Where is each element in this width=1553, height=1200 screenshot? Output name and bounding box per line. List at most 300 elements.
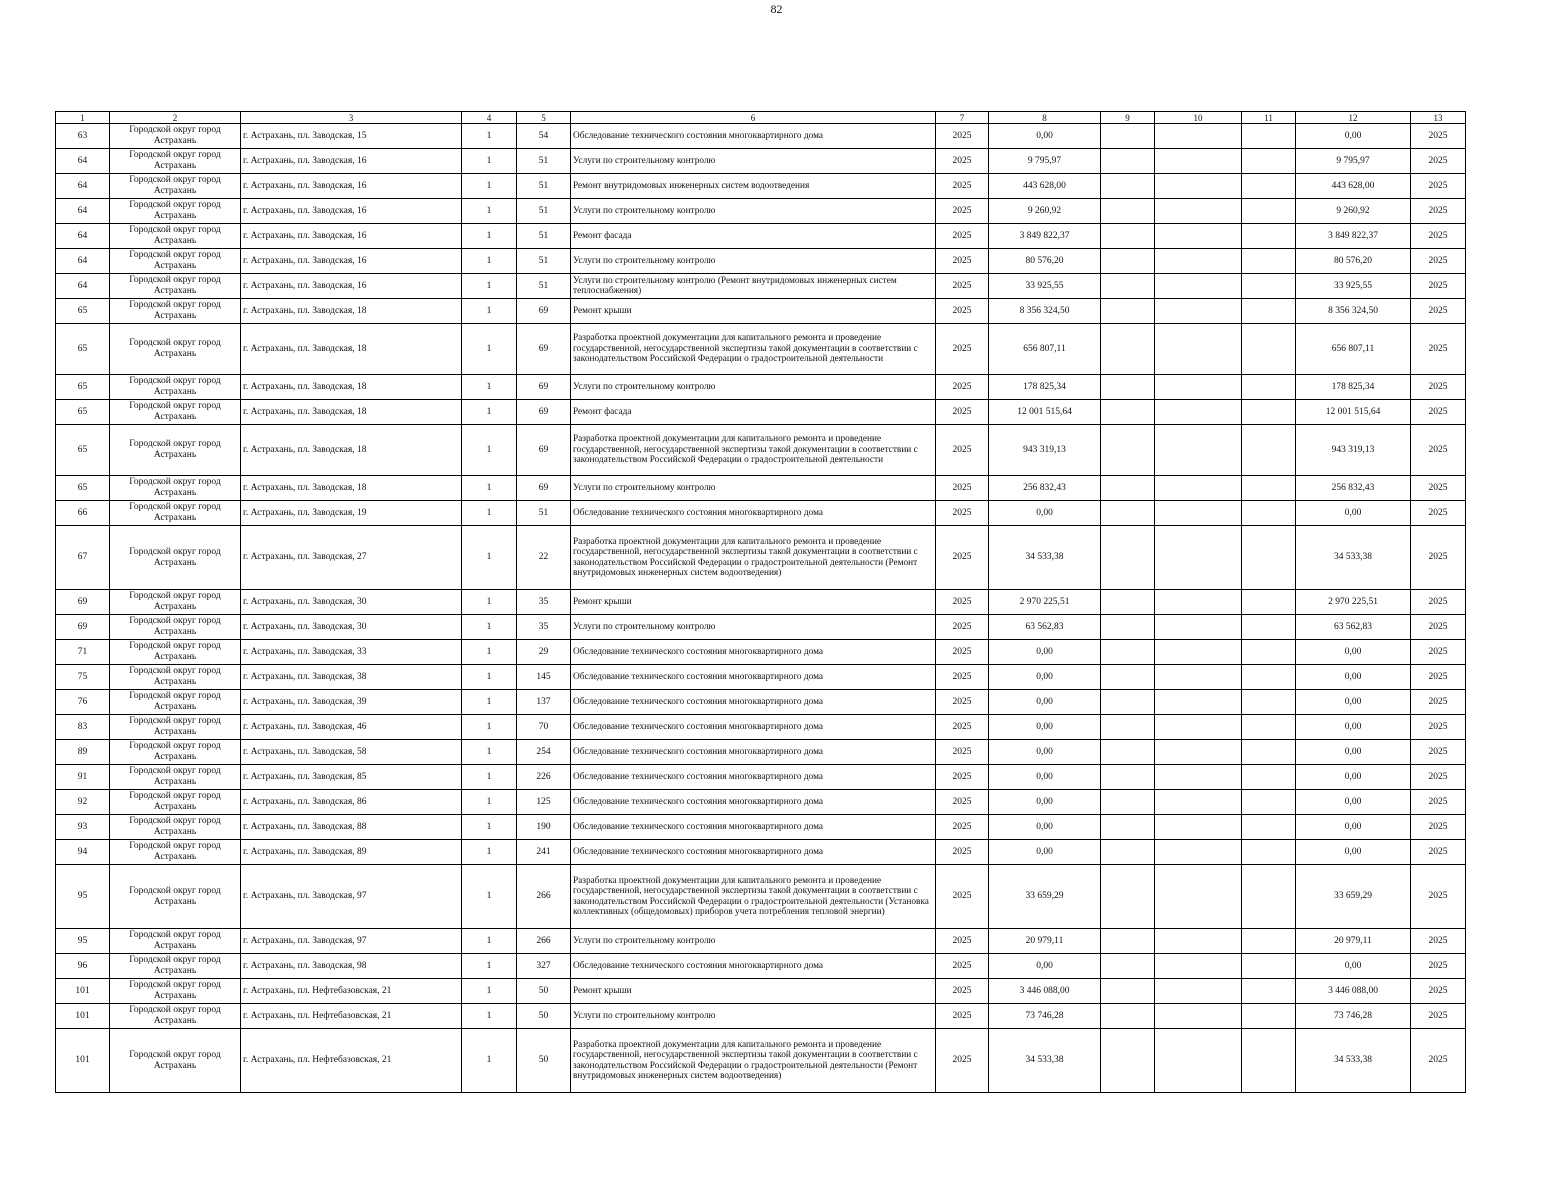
column-9-value xyxy=(1101,249,1155,274)
column-8-cost: 34 533,38 xyxy=(989,1029,1101,1093)
municipality: Городской округ город Астрахань xyxy=(110,840,241,865)
column-7-year: 2025 xyxy=(936,979,989,1004)
column-7-year: 2025 xyxy=(936,840,989,865)
municipality: Городской округ город Астрахань xyxy=(110,979,241,1004)
municipality: Городской округ город Астрахань xyxy=(110,476,241,501)
column-12-cost: 0,00 xyxy=(1296,690,1411,715)
column-12-cost: 63 562,83 xyxy=(1296,615,1411,640)
column-number: 1 xyxy=(56,112,110,124)
municipality: Городской округ город Астрахань xyxy=(110,690,241,715)
column-13-year: 2025 xyxy=(1411,299,1466,324)
column-number: 13 xyxy=(1411,112,1466,124)
column-12-cost: 80 576,20 xyxy=(1296,249,1411,274)
column-11-value xyxy=(1242,501,1296,526)
table-row xyxy=(56,979,1466,1004)
table-row xyxy=(56,929,1466,954)
row-number: 64 xyxy=(56,199,110,224)
column-10-value xyxy=(1155,929,1242,954)
work-type: Обследование технического состояния многоквартирного дома xyxy=(571,840,936,865)
address: г. Астрахань, пл. Заводская, 18 xyxy=(241,425,462,476)
column-13-year: 2025 xyxy=(1411,640,1466,665)
column-8-cost: 0,00 xyxy=(989,640,1101,665)
column-4-value: 1 xyxy=(462,149,517,174)
municipality: Городской округ город Астрахань xyxy=(110,249,241,274)
column-4-value: 1 xyxy=(462,665,517,690)
municipality: Городской округ город Астрахань xyxy=(110,400,241,425)
column-13-year: 2025 xyxy=(1411,425,1466,476)
column-4-value: 1 xyxy=(462,224,517,249)
column-8-cost: 0,00 xyxy=(989,765,1101,790)
column-number-row xyxy=(56,112,1466,124)
column-5-value: 266 xyxy=(517,929,571,954)
column-8-cost: 256 832,43 xyxy=(989,476,1101,501)
column-4-value: 1 xyxy=(462,375,517,400)
table-row xyxy=(56,476,1466,501)
column-8-cost: 0,00 xyxy=(989,840,1101,865)
column-12-cost: 0,00 xyxy=(1296,790,1411,815)
column-9-value xyxy=(1101,815,1155,840)
column-5-value: 51 xyxy=(517,224,571,249)
column-4-value: 1 xyxy=(462,174,517,199)
column-13-year: 2025 xyxy=(1411,815,1466,840)
column-9-value xyxy=(1101,640,1155,665)
table-row xyxy=(56,124,1466,149)
column-11-value xyxy=(1242,274,1296,299)
column-7-year: 2025 xyxy=(936,1029,989,1093)
column-number: 12 xyxy=(1296,112,1411,124)
column-4-value: 1 xyxy=(462,501,517,526)
column-8-cost: 0,00 xyxy=(989,665,1101,690)
address: г. Астрахань, пл. Заводская, 19 xyxy=(241,501,462,526)
column-7-year: 2025 xyxy=(936,324,989,375)
table-row xyxy=(56,375,1466,400)
row-number: 95 xyxy=(56,865,110,929)
column-12-cost: 73 746,28 xyxy=(1296,1004,1411,1029)
column-10-value xyxy=(1155,590,1242,615)
municipality: Городской округ город Астрахань xyxy=(110,865,241,929)
row-number: 65 xyxy=(56,324,110,375)
municipality: Городской округ город Астрахань xyxy=(110,149,241,174)
column-12-cost: 33 925,55 xyxy=(1296,274,1411,299)
column-10-value xyxy=(1155,526,1242,590)
column-7-year: 2025 xyxy=(936,740,989,765)
address: г. Астрахань, пл. Заводская, 88 xyxy=(241,815,462,840)
column-5-value: 241 xyxy=(517,840,571,865)
column-10-value xyxy=(1155,665,1242,690)
table-row xyxy=(56,590,1466,615)
municipality: Городской округ город Астрахань xyxy=(110,1029,241,1093)
column-13-year: 2025 xyxy=(1411,249,1466,274)
column-12-cost: 20 979,11 xyxy=(1296,929,1411,954)
column-5-value: 69 xyxy=(517,299,571,324)
column-13-year: 2025 xyxy=(1411,979,1466,1004)
row-number: 101 xyxy=(56,1029,110,1093)
row-number: 64 xyxy=(56,249,110,274)
column-8-cost: 73 746,28 xyxy=(989,1004,1101,1029)
column-7-year: 2025 xyxy=(936,1004,989,1029)
column-8-cost: 3 849 822,37 xyxy=(989,224,1101,249)
column-8-cost: 0,00 xyxy=(989,501,1101,526)
address: г. Астрахань, пл. Заводская, 18 xyxy=(241,476,462,501)
row-number: 76 xyxy=(56,690,110,715)
column-9-value xyxy=(1101,274,1155,299)
column-13-year: 2025 xyxy=(1411,174,1466,199)
column-9-value xyxy=(1101,954,1155,979)
column-10-value xyxy=(1155,790,1242,815)
table-row xyxy=(56,249,1466,274)
work-type: Разработка проектной документации для капитального ремонта и проведение государственной, негосударственной экспертизы такой документации в соответствии с законодательством Российской Федерации о градостроительной деятельности (Ремонт внутридомовых инженерных систем водоотведения) xyxy=(571,1029,936,1093)
table-row xyxy=(56,815,1466,840)
column-5-value: 50 xyxy=(517,1004,571,1029)
column-4-value: 1 xyxy=(462,400,517,425)
column-11-value xyxy=(1242,476,1296,501)
column-4-value: 1 xyxy=(462,324,517,375)
column-8-cost: 0,00 xyxy=(989,790,1101,815)
work-type: Разработка проектной документации для капитального ремонта и проведение государственной, негосударственной экспертизы такой документации в соответствии с законодательством Российской Федерации о градостроительной деятельности xyxy=(571,425,936,476)
column-5-value: 51 xyxy=(517,149,571,174)
column-5-value: 54 xyxy=(517,124,571,149)
column-13-year: 2025 xyxy=(1411,224,1466,249)
column-12-cost: 3 849 822,37 xyxy=(1296,224,1411,249)
table-row xyxy=(56,615,1466,640)
municipality: Городской округ город Астрахань xyxy=(110,224,241,249)
column-8-cost: 63 562,83 xyxy=(989,615,1101,640)
work-type: Обследование технического состояния многоквартирного дома xyxy=(571,740,936,765)
column-13-year: 2025 xyxy=(1411,954,1466,979)
column-11-value xyxy=(1242,765,1296,790)
column-13-year: 2025 xyxy=(1411,690,1466,715)
column-5-value: 50 xyxy=(517,1029,571,1093)
column-8-cost: 20 979,11 xyxy=(989,929,1101,954)
municipality: Городской округ город Астрахань xyxy=(110,1004,241,1029)
table-row xyxy=(56,274,1466,299)
column-5-value: 51 xyxy=(517,501,571,526)
column-12-cost: 656 807,11 xyxy=(1296,324,1411,375)
column-12-cost: 8 356 324,50 xyxy=(1296,299,1411,324)
column-10-value xyxy=(1155,715,1242,740)
column-10-value xyxy=(1155,425,1242,476)
column-9-value xyxy=(1101,615,1155,640)
column-12-cost: 33 659,29 xyxy=(1296,865,1411,929)
address: г. Астрахань, пл. Заводская, 18 xyxy=(241,299,462,324)
address: г. Астрахань, пл. Заводская, 97 xyxy=(241,865,462,929)
column-9-value xyxy=(1101,740,1155,765)
column-11-value xyxy=(1242,615,1296,640)
column-8-cost: 33 659,29 xyxy=(989,865,1101,929)
row-number: 71 xyxy=(56,640,110,665)
table-row xyxy=(56,765,1466,790)
row-number: 63 xyxy=(56,124,110,149)
column-5-value: 266 xyxy=(517,865,571,929)
column-13-year: 2025 xyxy=(1411,400,1466,425)
column-9-value xyxy=(1101,1004,1155,1029)
column-5-value: 29 xyxy=(517,640,571,665)
column-11-value xyxy=(1242,954,1296,979)
column-4-value: 1 xyxy=(462,526,517,590)
work-type: Ремонт крыши xyxy=(571,979,936,1004)
work-type: Ремонт внутридомовых инженерных систем водоотведения xyxy=(571,174,936,199)
column-4-value: 1 xyxy=(462,815,517,840)
column-12-cost: 178 825,34 xyxy=(1296,375,1411,400)
row-number: 94 xyxy=(56,840,110,865)
column-9-value xyxy=(1101,690,1155,715)
column-13-year: 2025 xyxy=(1411,476,1466,501)
table-row xyxy=(56,1004,1466,1029)
column-5-value: 22 xyxy=(517,526,571,590)
column-10-value xyxy=(1155,615,1242,640)
row-number: 66 xyxy=(56,501,110,526)
row-number: 69 xyxy=(56,590,110,615)
column-7-year: 2025 xyxy=(936,929,989,954)
column-13-year: 2025 xyxy=(1411,590,1466,615)
column-10-value xyxy=(1155,740,1242,765)
column-8-cost: 0,00 xyxy=(989,954,1101,979)
work-type: Разработка проектной документации для капитального ремонта и проведение государственной, негосударственной экспертизы такой документации в соответствии с законодательством Российской Федерации о градостроительной деятельности (Установка коллективных (общедомовых) приборов учета потребления тепловой энергии) xyxy=(571,865,936,929)
column-7-year: 2025 xyxy=(936,425,989,476)
column-10-value xyxy=(1155,840,1242,865)
column-8-cost: 0,00 xyxy=(989,815,1101,840)
column-7-year: 2025 xyxy=(936,715,989,740)
column-10-value xyxy=(1155,476,1242,501)
work-type: Ремонт фасада xyxy=(571,224,936,249)
municipality: Городской округ город Астрахань xyxy=(110,526,241,590)
column-13-year: 2025 xyxy=(1411,1029,1466,1093)
address: г. Астрахань, пл. Заводская, 33 xyxy=(241,640,462,665)
work-type: Услуги по строительному контролю xyxy=(571,615,936,640)
table-body xyxy=(56,124,1466,1093)
column-7-year: 2025 xyxy=(936,590,989,615)
table-row xyxy=(56,640,1466,665)
column-11-value xyxy=(1242,790,1296,815)
municipality: Городской округ город Астрахань xyxy=(110,640,241,665)
column-5-value: 69 xyxy=(517,400,571,425)
column-8-cost: 9 260,92 xyxy=(989,199,1101,224)
table-row xyxy=(56,840,1466,865)
address: г. Астрахань, пл. Заводская, 16 xyxy=(241,174,462,199)
column-number: 9 xyxy=(1101,112,1155,124)
column-11-value xyxy=(1242,840,1296,865)
column-9-value xyxy=(1101,324,1155,375)
municipality: Городской округ город Астрахань xyxy=(110,790,241,815)
column-11-value xyxy=(1242,929,1296,954)
column-8-cost: 443 628,00 xyxy=(989,174,1101,199)
column-12-cost: 9 260,92 xyxy=(1296,199,1411,224)
column-8-cost: 12 001 515,64 xyxy=(989,400,1101,425)
row-number: 91 xyxy=(56,765,110,790)
column-7-year: 2025 xyxy=(936,815,989,840)
work-type: Обследование технического состояния многоквартирного дома xyxy=(571,954,936,979)
work-type: Услуги по строительному контролю (Ремонт внутридомовых инженерных систем теплоснабжения) xyxy=(571,274,936,299)
column-11-value xyxy=(1242,715,1296,740)
column-7-year: 2025 xyxy=(936,526,989,590)
column-13-year: 2025 xyxy=(1411,501,1466,526)
column-12-cost: 34 533,38 xyxy=(1296,526,1411,590)
column-11-value xyxy=(1242,375,1296,400)
column-8-cost: 0,00 xyxy=(989,740,1101,765)
column-11-value xyxy=(1242,526,1296,590)
column-number: 7 xyxy=(936,112,989,124)
table-row xyxy=(56,425,1466,476)
address: г. Астрахань, пл. Заводская, 16 xyxy=(241,274,462,299)
row-number: 64 xyxy=(56,274,110,299)
column-12-cost: 2 970 225,51 xyxy=(1296,590,1411,615)
work-type: Разработка проектной документации для капитального ремонта и проведение государственной, негосударственной экспертизы такой документации в соответствии с законодательством Российской Федерации о градостроительной деятельности xyxy=(571,324,936,375)
column-9-value xyxy=(1101,590,1155,615)
column-11-value xyxy=(1242,740,1296,765)
table-row xyxy=(56,501,1466,526)
municipality: Городской округ город Астрахань xyxy=(110,615,241,640)
column-7-year: 2025 xyxy=(936,149,989,174)
column-11-value xyxy=(1242,640,1296,665)
column-11-value xyxy=(1242,865,1296,929)
column-5-value: 254 xyxy=(517,740,571,765)
address: г. Астрахань, пл. Заводская, 39 xyxy=(241,690,462,715)
column-4-value: 1 xyxy=(462,425,517,476)
column-9-value xyxy=(1101,501,1155,526)
column-4-value: 1 xyxy=(462,640,517,665)
row-number: 69 xyxy=(56,615,110,640)
municipality: Городской округ город Астрахань xyxy=(110,299,241,324)
work-type: Обследование технического состояния многоквартирного дома xyxy=(571,815,936,840)
column-10-value xyxy=(1155,299,1242,324)
column-10-value xyxy=(1155,149,1242,174)
row-number: 64 xyxy=(56,224,110,249)
column-4-value: 1 xyxy=(462,790,517,815)
address: г. Астрахань, пл. Заводская, 30 xyxy=(241,615,462,640)
column-13-year: 2025 xyxy=(1411,615,1466,640)
row-number: 92 xyxy=(56,790,110,815)
column-9-value xyxy=(1101,929,1155,954)
column-13-year: 2025 xyxy=(1411,790,1466,815)
table-row xyxy=(56,174,1466,199)
column-4-value: 1 xyxy=(462,929,517,954)
column-number: 10 xyxy=(1155,112,1242,124)
work-type: Обследование технического состояния многоквартирного дома xyxy=(571,501,936,526)
row-number: 83 xyxy=(56,715,110,740)
column-5-value: 69 xyxy=(517,375,571,400)
column-9-value xyxy=(1101,790,1155,815)
column-9-value xyxy=(1101,1029,1155,1093)
row-number: 64 xyxy=(56,149,110,174)
column-7-year: 2025 xyxy=(936,476,989,501)
column-4-value: 1 xyxy=(462,590,517,615)
column-13-year: 2025 xyxy=(1411,124,1466,149)
row-number: 93 xyxy=(56,815,110,840)
column-8-cost: 80 576,20 xyxy=(989,249,1101,274)
column-8-cost: 943 319,13 xyxy=(989,425,1101,476)
table-row xyxy=(56,199,1466,224)
address: г. Астрахань, пл. Заводская, 16 xyxy=(241,224,462,249)
column-10-value xyxy=(1155,640,1242,665)
column-11-value xyxy=(1242,299,1296,324)
column-9-value xyxy=(1101,299,1155,324)
column-13-year: 2025 xyxy=(1411,375,1466,400)
municipality: Городской округ город Астрахань xyxy=(110,174,241,199)
column-8-cost: 656 807,11 xyxy=(989,324,1101,375)
column-4-value: 1 xyxy=(462,690,517,715)
column-11-value xyxy=(1242,665,1296,690)
work-type: Услуги по строительному контролю xyxy=(571,199,936,224)
column-7-year: 2025 xyxy=(936,954,989,979)
column-4-value: 1 xyxy=(462,1004,517,1029)
column-7-year: 2025 xyxy=(936,501,989,526)
column-8-cost: 0,00 xyxy=(989,124,1101,149)
column-11-value xyxy=(1242,224,1296,249)
address: г. Астрахань, пл. Нефтебазовская, 21 xyxy=(241,1004,462,1029)
column-11-value xyxy=(1242,1004,1296,1029)
column-5-value: 35 xyxy=(517,590,571,615)
column-5-value: 51 xyxy=(517,249,571,274)
column-12-cost: 0,00 xyxy=(1296,840,1411,865)
work-type: Ремонт крыши xyxy=(571,299,936,324)
table-row xyxy=(56,740,1466,765)
column-12-cost: 9 795,97 xyxy=(1296,149,1411,174)
address: г. Астрахань, пл. Заводская, 15 xyxy=(241,124,462,149)
column-9-value xyxy=(1101,865,1155,929)
column-13-year: 2025 xyxy=(1411,840,1466,865)
address: г. Астрахань, пл. Заводская, 98 xyxy=(241,954,462,979)
address: г. Астрахань, пл. Заводская, 58 xyxy=(241,740,462,765)
column-5-value: 50 xyxy=(517,979,571,1004)
column-10-value xyxy=(1155,690,1242,715)
column-4-value: 1 xyxy=(462,865,517,929)
address: г. Астрахань, пл. Заводская, 16 xyxy=(241,249,462,274)
column-10-value xyxy=(1155,501,1242,526)
column-12-cost: 0,00 xyxy=(1296,501,1411,526)
column-12-cost: 0,00 xyxy=(1296,765,1411,790)
table-row xyxy=(56,526,1466,590)
column-number: 6 xyxy=(571,112,936,124)
column-9-value xyxy=(1101,149,1155,174)
row-number: 65 xyxy=(56,299,110,324)
column-12-cost: 0,00 xyxy=(1296,124,1411,149)
row-number: 65 xyxy=(56,375,110,400)
column-7-year: 2025 xyxy=(936,199,989,224)
column-7-year: 2025 xyxy=(936,400,989,425)
column-12-cost: 256 832,43 xyxy=(1296,476,1411,501)
address: г. Астрахань, пл. Заводская, 18 xyxy=(241,324,462,375)
column-10-value xyxy=(1155,865,1242,929)
column-4-value: 1 xyxy=(462,249,517,274)
work-type: Услуги по строительному контролю xyxy=(571,249,936,274)
column-number: 4 xyxy=(462,112,517,124)
municipality: Городской округ город Астрахань xyxy=(110,715,241,740)
column-10-value xyxy=(1155,324,1242,375)
row-number: 65 xyxy=(56,476,110,501)
column-5-value: 51 xyxy=(517,274,571,299)
column-12-cost: 443 628,00 xyxy=(1296,174,1411,199)
column-13-year: 2025 xyxy=(1411,149,1466,174)
address: г. Астрахань, пл. Заводская, 18 xyxy=(241,375,462,400)
column-7-year: 2025 xyxy=(936,690,989,715)
column-11-value xyxy=(1242,425,1296,476)
column-10-value xyxy=(1155,1004,1242,1029)
column-number: 11 xyxy=(1242,112,1296,124)
column-11-value xyxy=(1242,124,1296,149)
column-number: 2 xyxy=(110,112,241,124)
row-number: 65 xyxy=(56,400,110,425)
municipality: Городской округ город Астрахань xyxy=(110,501,241,526)
column-11-value xyxy=(1242,149,1296,174)
column-8-cost: 3 446 088,00 xyxy=(989,979,1101,1004)
table-row xyxy=(56,954,1466,979)
column-9-value xyxy=(1101,400,1155,425)
column-9-value xyxy=(1101,425,1155,476)
column-8-cost: 0,00 xyxy=(989,715,1101,740)
address: г. Астрахань, пл. Заводская, 16 xyxy=(241,199,462,224)
column-5-value: 226 xyxy=(517,765,571,790)
column-9-value xyxy=(1101,979,1155,1004)
